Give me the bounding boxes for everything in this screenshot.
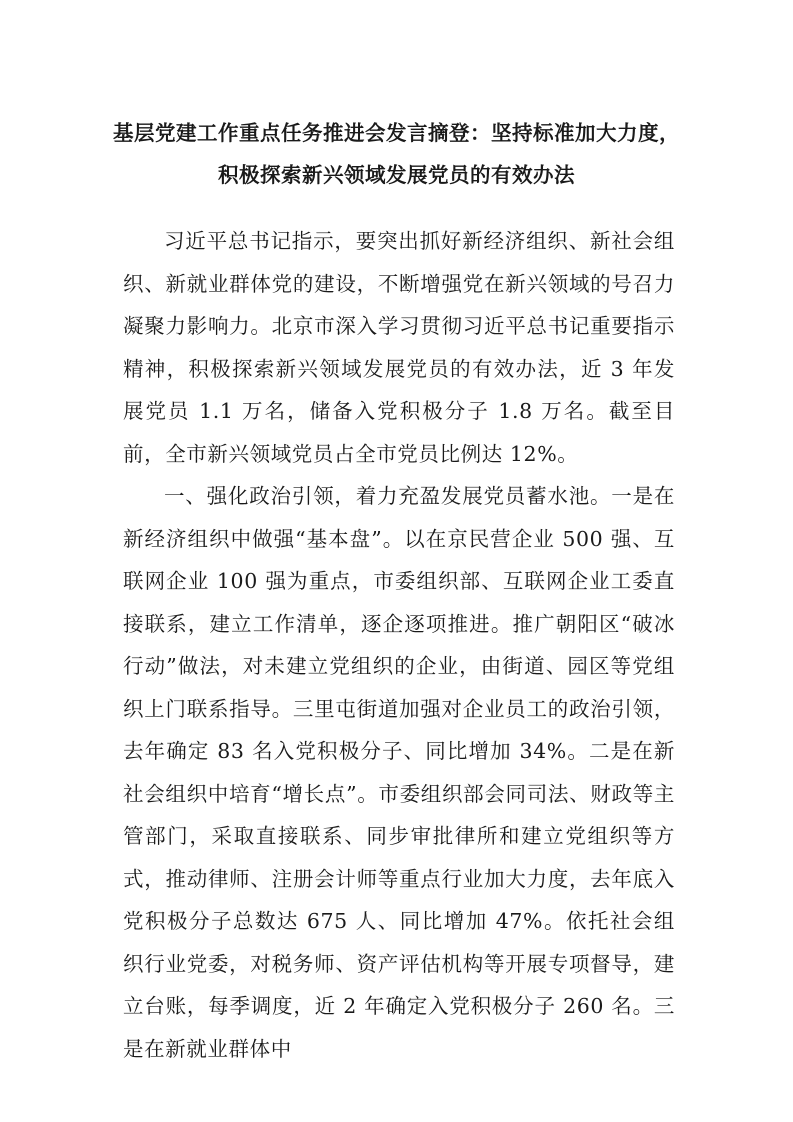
document-title-line-1: 基层党建工作重点任务推进会发言摘登：坚持标准加大力度， [113,121,680,145]
document-title-line-2: 积极探索新兴领域发展党员的有效办法 [218,163,575,187]
paragraph-intro: 习近平总书记指示，要突出抓好新经济组织、新社会组织、新就业群体党的建设，不断增强党在新兴领域的号召力凝聚力影响力。北京市深入学习贯彻习近平总书记重要指示精神，积极探索新兴领域发展党员的有效办法，近 3 年发展党员 1.1 万名，储备入党积极分子 1.8 万名。截至目前，全市新兴领域党员占全市党员比例达 12%。 [123,229,675,466]
paragraph-section-one: 一、强化政治引领，着力充盈发展党员蓄水池。一是在新经济组织中做强“基本盘”。以在京民营企业 500 强、互联网企业 100 强为重点，市委组织部、互联网企业工委直接联系，建立工作清单，逐企逐项推进。推广朝阳区“破冰行动”做法，对未建立党组织的企业，由街道、园区等党组织上门联系指导。三里屯街道加强对企业员工的政治引领，去年确定 83 名入党积极分子、同比增加 34%。二是在新社会组织中培育“增长点”。市委组织部会同司法、财政等主管部门，采取直接联系、同步审批律所和建立党组织等方式，推动律师、注册会计师等重点行业加大力度，去年底入党积极分子总数达 675 人、同比增加 47%。依托社会组织行业党委，对税务师、资产评估机构等开展专项督导，建立台账，每季调度，近 2 年确定入党积极分子 260 名。三是在新就业群体中 [123,484,675,1061]
document-body [123,220,675,1070]
